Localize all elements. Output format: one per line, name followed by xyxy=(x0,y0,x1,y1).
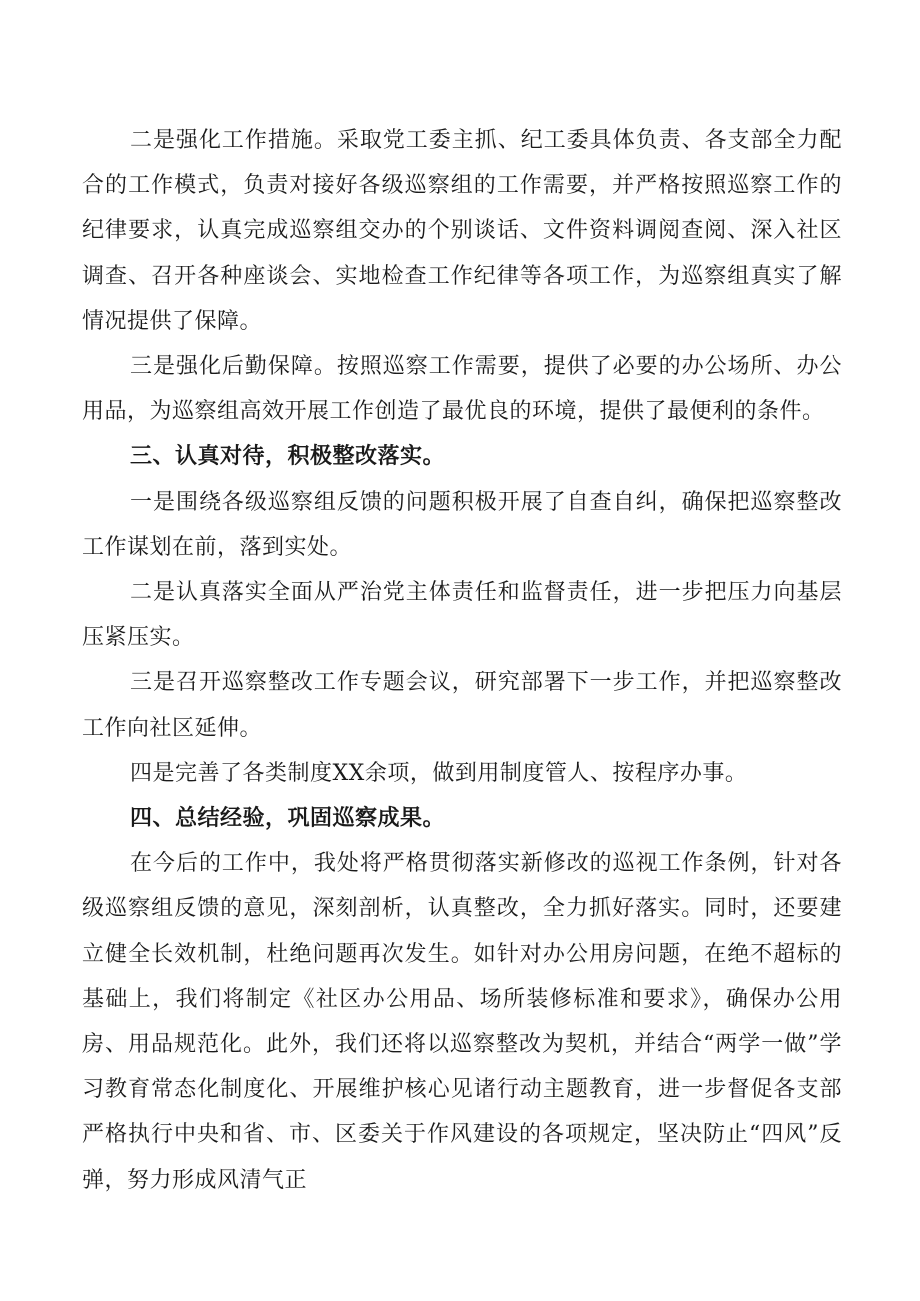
paragraph-logistics: 三是强化后勤保障。按照巡察工作需要，提供了必要的办公场所、办公用品，为巡察组高效开展工作创造了最优良的环境，提供了最便利的条件。 xyxy=(82,354,842,425)
document-body xyxy=(82,118,842,1203)
section-heading-4: 四、总结经验，巩固巡察成果。 xyxy=(130,806,446,832)
paragraph-responsibility: 二是认真落实全面从严治党主体责任和监督责任，进一步把压力向基层压紧压实。 xyxy=(82,580,842,651)
section-heading-3: 三、认真对待，积极整改落实。 xyxy=(130,444,446,470)
paragraph-self-check: 一是围绕各级巡察组反馈的问题积极开展了自查自纠，确保把巡察整改工作谋划在前，落到实处。 xyxy=(82,489,842,560)
paragraph-measures: 二是强化工作措施。采取党工委主抓、纪工委具体负责、各支部全力配合的工作模式，负责对接好各级巡察组的工作需要，并严格按照巡察工作的纪律要求，认真完成巡察组交办的个别谈话、文件资料调阅查阅、深入社区调查、召开各种座谈会、实地检查工作纪律等各项工作，为巡察组真实了解情况提供了保障。 xyxy=(82,128,842,334)
paragraph-future-work: 在今后的工作中，我处将严格贯彻落实新修改的巡视工作条例，针对各级巡察组反馈的意见，深刻剖析，认真整改，全力抓好落实。同时，还要建立健全长效机制，杜绝问题再次发生。如针对办公用房问题，在绝不超标的基础上，我们将制定《社区办公用品、场所装修标准和要求》，确保办公用房、用品规范化。此外，我们还将以巡察整改为契机，并结合“两学一做”学习教育常态化制度化、开展维护核心见诸行动主题教育，进一步督促各支部严格执行中央和省、市、区委关于作风建设的各项规定，坚决防止“四风”反弹，努力形成风清气正 xyxy=(82,851,842,1193)
paragraph-meeting: 三是召开巡察整改工作专题会议，研究部署下一步工作，并把巡察整改工作向社区延伸。 xyxy=(82,670,842,741)
paragraph-regulations: 四是完善了各类制度XX余项，做到用制度管人、按程序办事。 xyxy=(130,760,748,786)
